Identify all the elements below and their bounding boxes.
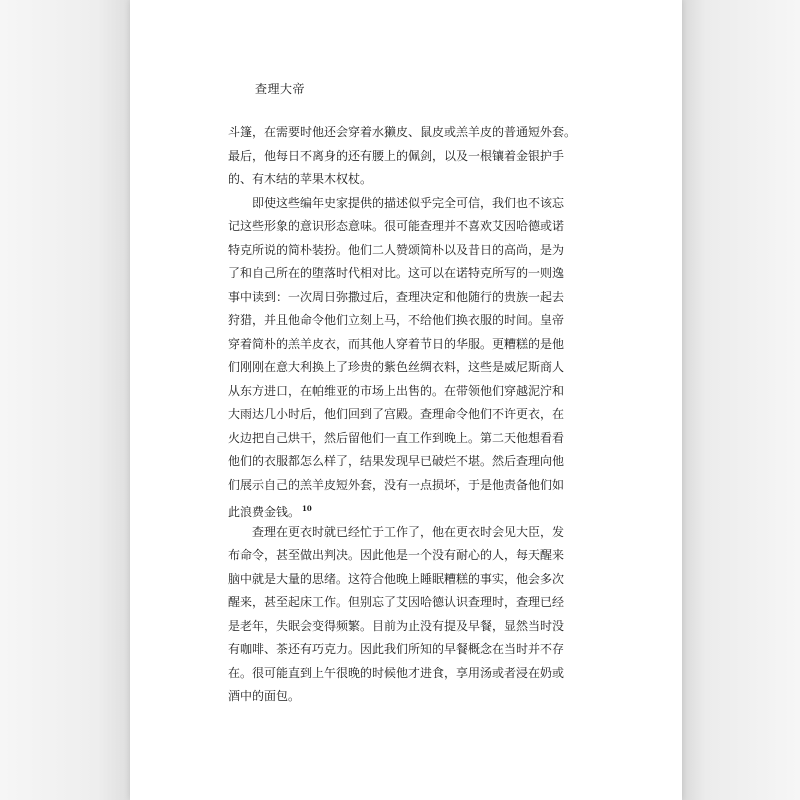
text-line-4: 即使这些编年史家提供的描述似乎完全可信，我们也不该忘	[252, 195, 565, 210]
footnote-reference: 10	[302, 504, 312, 513]
body-text	[228, 121, 577, 709]
text-line-25: 酒中的面包。	[228, 689, 301, 703]
text-line-6: 特克所说的简朴装扮。他们二人赞颂简朴以及昔日的高尚，是为	[228, 242, 565, 257]
text-line-5: 记这些形象的意识形态意味。很可能查理并不喜欢艾因哈德或诺	[228, 219, 565, 233]
book-page	[130, 0, 682, 800]
text-line-15: 他们的衣服都怎么样了，结果发现早已破烂不堪。然后查理向他	[228, 454, 565, 468]
text-line-12: 从东方进口，在帕维亚的市场上出售的。在带领他们穿越泥泞和	[228, 383, 565, 398]
text-line-1: 斗篷，在需要时他还会穿着水獭皮、鼠皮或羔羊皮的普通短外套。	[228, 125, 577, 139]
text-line-14: 火边把自己烘干，然后留他们一直工作到晚上。第二天他想看看	[228, 430, 565, 445]
text-line-18: 查理在更衣时就已经忙于工作了，他在更衣时会见大臣，发	[252, 524, 565, 539]
text-line-3: 的、有木结的苹果木权杖。	[228, 172, 373, 186]
text-line-8: 事中读到：一次周日弥撒过后，查理决定和他随行的贵族一起去	[228, 289, 565, 304]
text-line-23: 有咖啡、茶还有巧克力。因此我们所知的早餐概念在当时并不存	[228, 642, 565, 656]
text-line-24: 在。很可能直到上午很晚的时候他才进食，享用汤或者浸在奶或	[228, 665, 565, 680]
text-line-9: 狩猎，并且他命令他们立刻上马，不给他们换衣服的时间。皇帝	[228, 313, 565, 327]
running-head: 查理大帝	[255, 82, 306, 96]
text-line-2: 最后，他每日不离身的还有腰上的佩剑，以及一根镶着金银护手	[228, 148, 565, 163]
text-line-17	[228, 497, 564, 521]
text-line-16: 们展示自己的羔羊皮短外套，没有一点损坏，于是他责备他们如	[228, 477, 565, 492]
text-line-11: 们刚刚在意大利换上了珍贵的紫色丝绸衣料，这些是威尼斯商人	[228, 360, 565, 374]
text-line-10: 穿着简朴的羔羊皮衣，而其他人穿着节日的华服。更糟糕的是他	[228, 336, 565, 351]
text-line-21: 醒来，甚至起床工作。但别忘了艾因哈德认识查理时，查理已经	[228, 595, 565, 609]
text-line-17-text: 此浪费金钱。	[228, 505, 301, 519]
right-background	[682, 0, 800, 800]
text-line-19: 布命令，甚至做出判决。因此他是一个没有耐心的人，每天醒来	[228, 548, 565, 562]
text-line-13: 大雨达几小时后，他们回到了宫殿。查理命令他们不许更衣，在	[228, 407, 565, 421]
text-line-20: 脑中就是大量的思绪。这符合他晚上睡眠糟糕的事实，他会多次	[228, 571, 565, 586]
text-line-7: 了和自己所在的堕落时代相对比。这可以在诺特克所写的一则逸	[228, 266, 565, 280]
left-background	[0, 0, 130, 800]
text-line-22: 是老年，失眠会变得频繁。目前为止没有提及早餐，显然当时没	[228, 618, 565, 633]
